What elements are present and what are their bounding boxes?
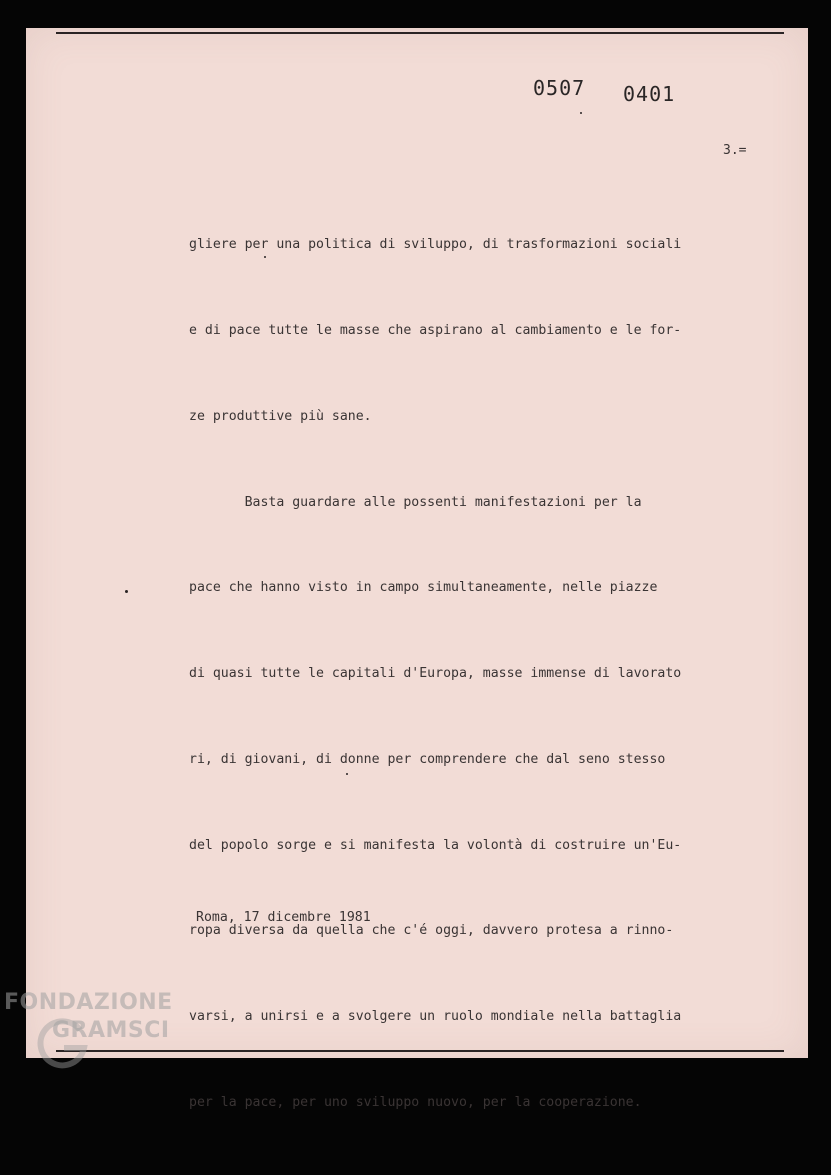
watermark-logo (0, 990, 210, 1080)
text-line: varsi, a unirsi e a svolgere un ruolo mondiale nella battaglia (189, 1009, 682, 1025)
text-line: del popolo sorge e si manifesta la volontà di costruire un'Eu- (189, 837, 682, 853)
ink-speck (125, 590, 128, 593)
text-line: ropa diversa da quella che c'é oggi, davvero protesa a rinno- (189, 923, 674, 939)
archive-number-b: 0401 (623, 82, 676, 106)
top-rule (56, 32, 784, 34)
document-page (26, 28, 808, 1110)
page-number: 3.= (723, 143, 747, 158)
text-line: per la pace, per uno sviluppo nuovo, per la cooperazione. (189, 1095, 642, 1110)
ink-speck (580, 112, 582, 114)
text-line: e di pace tutte le masse che aspirano al cambiamento e le for- (189, 322, 682, 338)
signoff-date: Roma, 17 dicembre 1981 (196, 910, 371, 925)
ink-speck (346, 773, 348, 775)
text-line: ri, di giovani, di donne per comprendere che dal seno stesso (189, 751, 666, 767)
text-line: ze produttive più sane. (189, 408, 372, 424)
text-line: pace che hanno visto in campo simultaneamente, nelle piazze (189, 580, 658, 596)
text-line: Basta guardare alle possenti manifestazioni per la (189, 494, 642, 510)
archive-number-a: 0507 (533, 76, 586, 100)
watermark-line1: FONDAZIONE (4, 990, 173, 1015)
watermark-line2: GRAMSCI (52, 1018, 170, 1043)
text-line: di quasi tutte le capitali d'Europa, masse immense di lavorato (189, 666, 682, 682)
body-text (189, 174, 789, 1175)
text-line: gliere per una politica di sviluppo, di trasformazioni sociali (189, 237, 682, 253)
ink-speck (264, 256, 266, 258)
